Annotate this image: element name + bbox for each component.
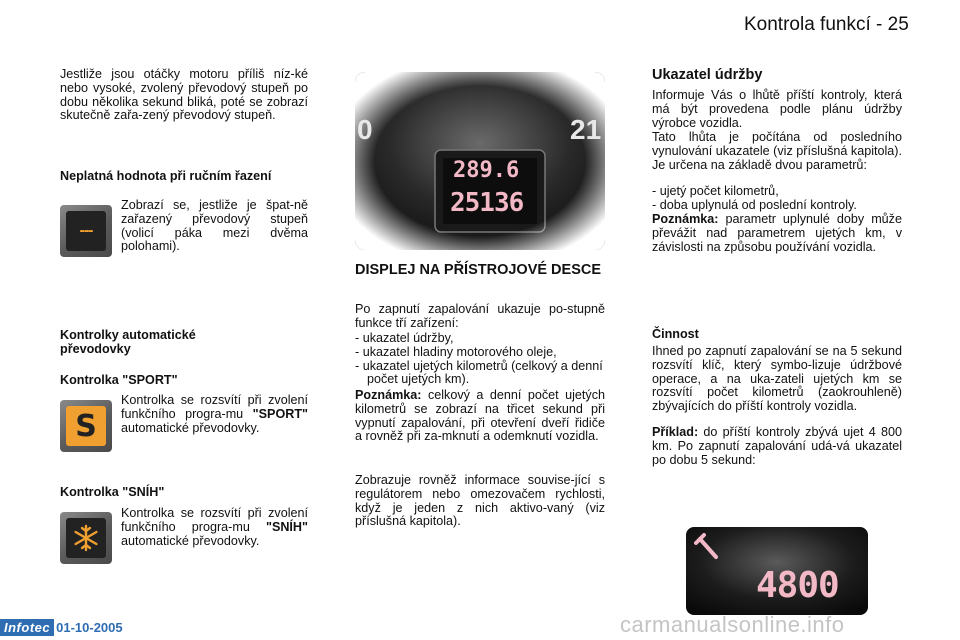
invalid-gear-icon xyxy=(60,205,112,257)
invalid-title: Neplatná hodnota při ručním řazení xyxy=(60,169,272,183)
display-items xyxy=(355,332,605,387)
maintenance-p2: Tato lhůta je počítána od posledního vynulování ukazatele (viz příslušná kapitola). Je určena na základě dvou parametrů: xyxy=(652,130,902,172)
watermark: carmanualsonline.info xyxy=(620,612,845,637)
auto-gearbox-title: Kontrolky automatické převodovky xyxy=(60,328,196,356)
invalid-text: Zobrazí se, jestliže je špat-ně zařazený převodový stupeň (volicí páka mezi dvěma polohami). xyxy=(121,198,308,254)
maintenance-item: - doba uplynulá od poslední kontroly. xyxy=(652,197,857,212)
operation-text: Ihned po zapnutí zapalování se na 5 sekund rozsvítí klíč, který symbo-lizuje údržbové operace, a na uka-zateli ujetých km se rozsvítí počet kilometrů (zaokrouhleně) zbývajících do příští kontroly vozidla. xyxy=(652,344,902,414)
footer-date: 01-10-2005 xyxy=(56,619,123,635)
left-column xyxy=(60,68,308,123)
snowflake-icon xyxy=(60,512,112,564)
sport-title: Kontrolka "SPORT" xyxy=(60,373,178,387)
maintenance-note: Poznámka: parametr uplynulé doby může převážit nad parametrem ujetých km, v závislosti na způsobu používání vozidla. xyxy=(652,212,902,254)
display-item: - ukazatel údržby, xyxy=(355,331,454,345)
maintenance-item: - ujetý počet kilometrů, xyxy=(652,184,779,198)
maintenance-lcd-value: 4800 xyxy=(756,565,839,606)
sport-text: Kontrolka se rozsvítí při zvolení funkčního progra-mu "SPORT" automatické převodovky. xyxy=(121,393,308,435)
maintenance-display-image xyxy=(686,527,868,615)
display-section-title: DISPLEJ NA PŘÍSTROJOVÉ DESCE xyxy=(355,262,602,278)
maintenance-p1: Informuje Vás o lhůtě příští kontroly, která má být provedena podle plánu údržby výrobce vozidla. xyxy=(652,88,902,130)
display-item: - ukazatel ujetých kilometrů (celkový a denní počet ujetých km). xyxy=(355,358,603,387)
example-text: Příklad: do příští kontroly zbývá ujet 4 800 km. Po zapnutí zapalování udá-vá ukazatel po dobu 5 sekund: xyxy=(652,425,902,467)
sport-icon xyxy=(60,400,112,452)
display-extra: Zobrazuje rovněž informace souvise-jící s regulátorem nebo omezovačem rychlosti, když je jeden z nich aktivo-vaný (viz příslušná kapitola). xyxy=(355,473,605,529)
dash-right-numeral: 21 xyxy=(570,114,602,145)
dash-left-numeral: 0 xyxy=(357,114,373,145)
page-header: Kontrola funkcí - 25 xyxy=(744,14,909,35)
maintenance-title: Ukazatel údržby xyxy=(652,67,763,83)
infotec-logo: Infotec xyxy=(0,619,54,636)
snowflake-icon-svg xyxy=(71,523,101,553)
invalid-gear-icon-text: --- xyxy=(79,222,93,239)
snow-title: Kontrolka "SNÍH" xyxy=(60,485,165,499)
display-intro: Po zapnutí zapalování ukazuje po-stupně funkce tří zařízení: xyxy=(355,302,605,330)
footer xyxy=(0,617,123,637)
operation-title: Činnost xyxy=(652,327,699,341)
lcd-trip-value: 289.6 xyxy=(453,158,520,183)
intro-paragraph: Jestliže jsou otáčky motoru příliš níz-ké nebo vysoké, zvolený převodový stupeň po dobu několika sekund bliká, poté se zobrazí skutečně zařa-zený převodový stupeň. xyxy=(60,67,308,123)
dashboard-display-image xyxy=(355,72,605,250)
maintenance-items xyxy=(652,185,902,213)
snow-text: Kontrolka se rozsvítí při zvolení funkčního progra-mu "SNÍH" automatické převodovky. xyxy=(121,506,308,548)
display-item: - ukazatel hladiny motorového oleje, xyxy=(355,344,557,359)
display-note: Poznámka: celkový a denní počet ujetých kilometrů se zobrazí na třicet sekund při vypnutí zapalování, při otevření dveří řidiče a rovněž při za-mknutí a odemknutí vozidla. xyxy=(355,388,605,444)
sport-icon-letter: S xyxy=(75,408,97,444)
lcd-odometer-value: 25136 xyxy=(450,188,524,218)
